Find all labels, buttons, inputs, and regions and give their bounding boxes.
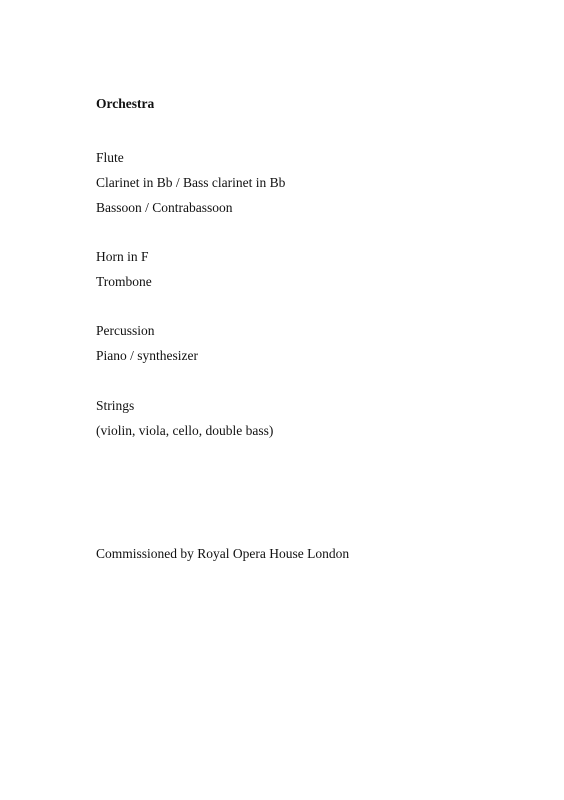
instrument-trombone: Trombone xyxy=(96,274,152,289)
instrument-clarinet: Clarinet in Bb / Bass clarinet in Bb xyxy=(96,175,286,190)
instrument-piano: Piano / synthesizer xyxy=(96,348,198,363)
instrument-strings: Strings xyxy=(96,398,135,413)
commission-note: Commissioned by Royal Opera House London xyxy=(96,546,350,561)
instrument-horn: Horn in F xyxy=(96,249,149,264)
orchestra-heading: Orchestra xyxy=(96,96,155,111)
instrument-bassoon: Bassoon / Contrabassoon xyxy=(96,200,233,215)
strings-detail: (violin, viola, cello, double bass) xyxy=(96,423,274,438)
instrument-flute: Flute xyxy=(96,150,124,165)
instrument-percussion: Percussion xyxy=(96,323,155,338)
